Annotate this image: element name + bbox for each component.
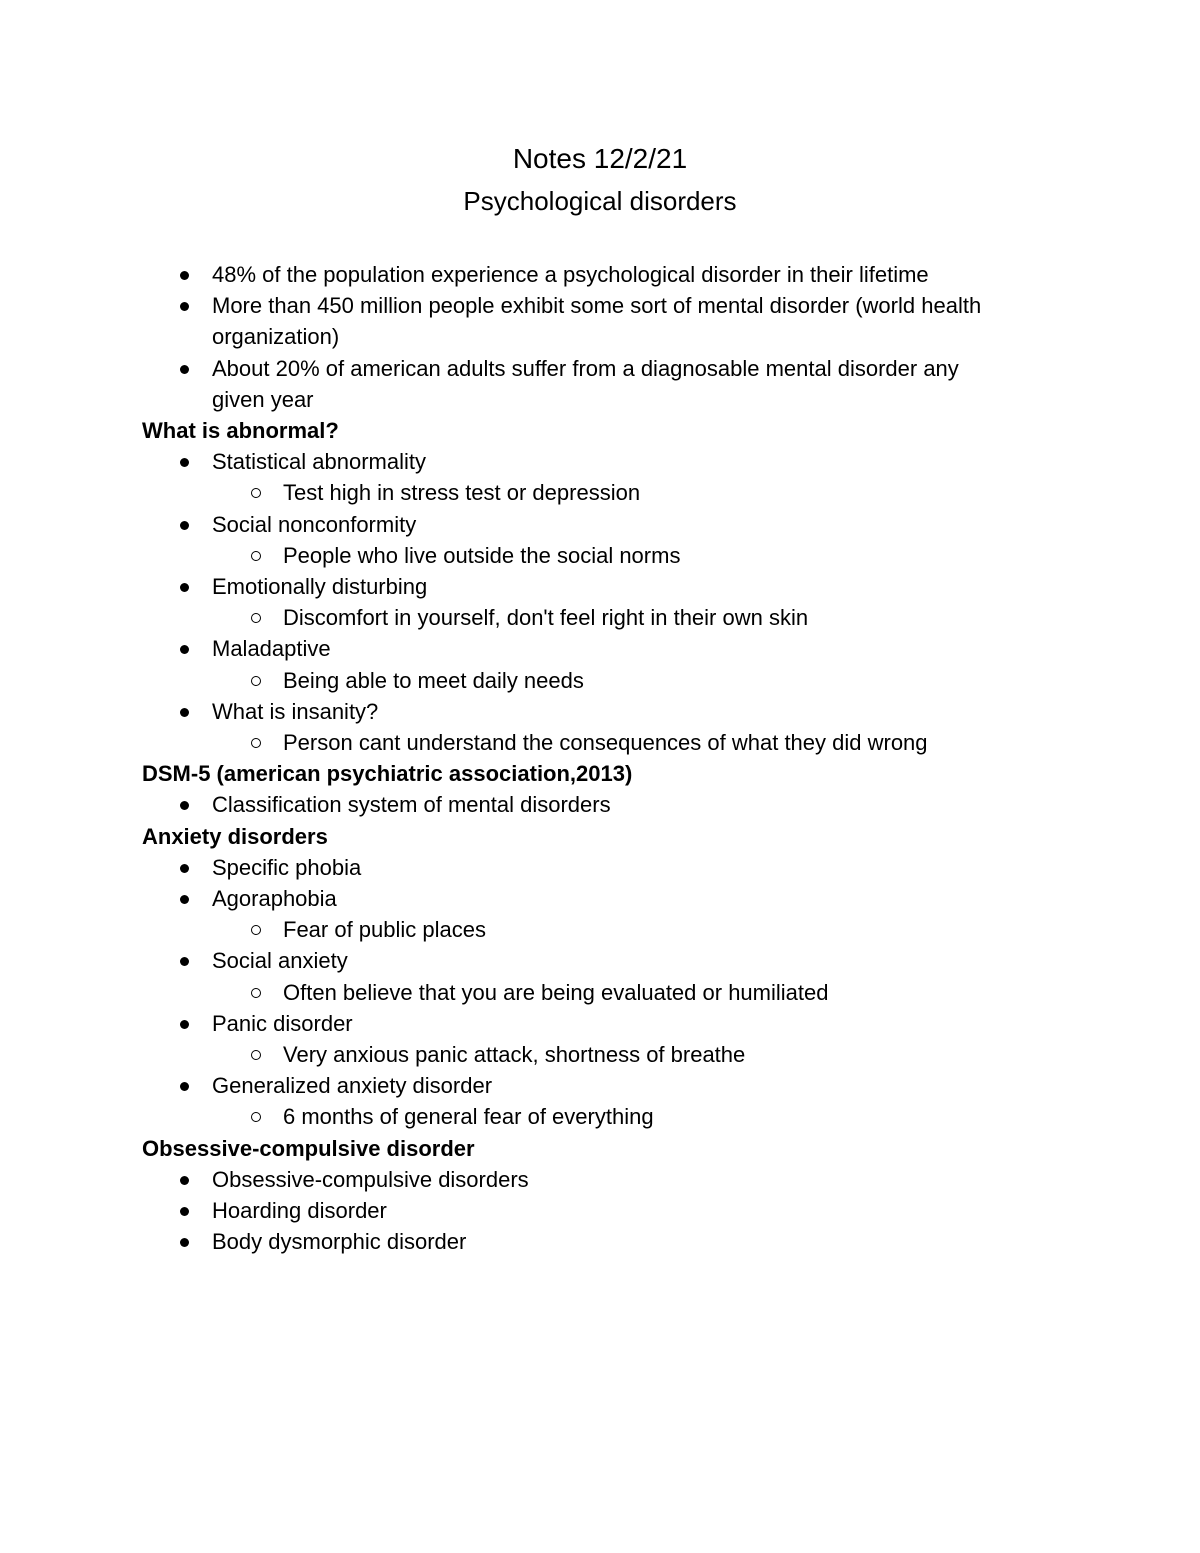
section-heading: Obsessive-compulsive disorder (142, 1135, 475, 1161)
sub-list-item: Discomfort in yourself, don't feel right in their own skin (142, 602, 1062, 633)
bullet-dot-icon (180, 1082, 189, 1091)
list-item: Obsessive-compulsive disorders (142, 1164, 1062, 1195)
bullet-circle-icon (251, 925, 261, 935)
bullet-circle-icon (251, 1050, 261, 1060)
sub-list-item: Fear of public places (142, 914, 1062, 945)
bullet-dot-icon (180, 708, 189, 717)
document-subtitle: Psychological disorders (463, 186, 737, 216)
bullet-dot-icon (180, 957, 189, 966)
sub-list-item: Being able to meet daily needs (142, 665, 1062, 696)
sub-list-item: People who live outside the social norms (142, 540, 1062, 571)
bullet-dot-icon (180, 1238, 189, 1247)
section-heading: What is abnormal? (142, 418, 339, 444)
bullet-circle-icon (251, 988, 261, 998)
bullet-dot-icon (180, 864, 189, 873)
bullet-dot-icon (180, 1176, 189, 1185)
list-item: Statistical abnormality (142, 446, 1062, 477)
list-item: More than 450 million people exhibit some sort of mental disorder (world health organization) (142, 290, 1062, 352)
sub-list-item: Often believe that you are being evaluated or humiliated (142, 977, 1062, 1008)
bullet-dot-icon (180, 801, 189, 810)
list-item: Generalized anxiety disorder (142, 1070, 1062, 1101)
bullet-dot-icon (180, 895, 189, 904)
list-item: Hoarding disorder (142, 1195, 1062, 1226)
bullet-dot-icon (180, 645, 189, 654)
bullet-circle-icon (251, 1112, 261, 1122)
bullet-circle-icon (251, 551, 261, 561)
sub-list-item: Very anxious panic attack, shortness of breathe (142, 1039, 1062, 1070)
list-item: 48% of the population experience a psychological disorder in their lifetime (142, 259, 1062, 290)
list-item: Maladaptive (142, 633, 1062, 664)
section-heading: DSM-5 (american psychiatric association,2013) (142, 761, 633, 787)
bullet-circle-icon (251, 738, 261, 748)
list-item: Panic disorder (142, 1008, 1062, 1039)
bullet-circle-icon (251, 488, 261, 498)
list-item: Classification system of mental disorders (142, 789, 1062, 820)
bullet-dot-icon (180, 521, 189, 530)
list-item: What is insanity? (142, 696, 1062, 727)
bullet-dot-icon (180, 458, 189, 467)
sub-list-item: Person cant understand the consequences of what they did wrong (142, 727, 1062, 758)
sub-list-item: 6 months of general fear of everything (142, 1101, 1062, 1132)
bullet-circle-icon (251, 613, 261, 623)
section-heading: Anxiety disorders (142, 823, 328, 849)
list-item: Specific phobia (142, 852, 1062, 883)
list-item: Agoraphobia (142, 883, 1062, 914)
bullet-dot-icon (180, 583, 189, 592)
list-item: Social anxiety (142, 945, 1062, 976)
sub-list-item: Test high in stress test or depression (142, 477, 1062, 508)
bullet-dot-icon (180, 1207, 189, 1216)
bullet-dot-icon (180, 1020, 189, 1029)
document-body (142, 259, 1062, 1258)
document-title: Notes 12/2/21 (512, 143, 688, 174)
list-item: Social nonconformity (142, 509, 1062, 540)
list-item: Body dysmorphic disorder (142, 1226, 1062, 1257)
list-item: About 20% of american adults suffer from a diagnosable mental disorder any given year (142, 353, 1062, 415)
list-item: Emotionally disturbing (142, 571, 1062, 602)
bullet-dot-icon (180, 302, 189, 311)
bullet-circle-icon (251, 676, 261, 686)
bullet-dot-icon (180, 271, 189, 280)
bullet-dot-icon (180, 365, 189, 374)
